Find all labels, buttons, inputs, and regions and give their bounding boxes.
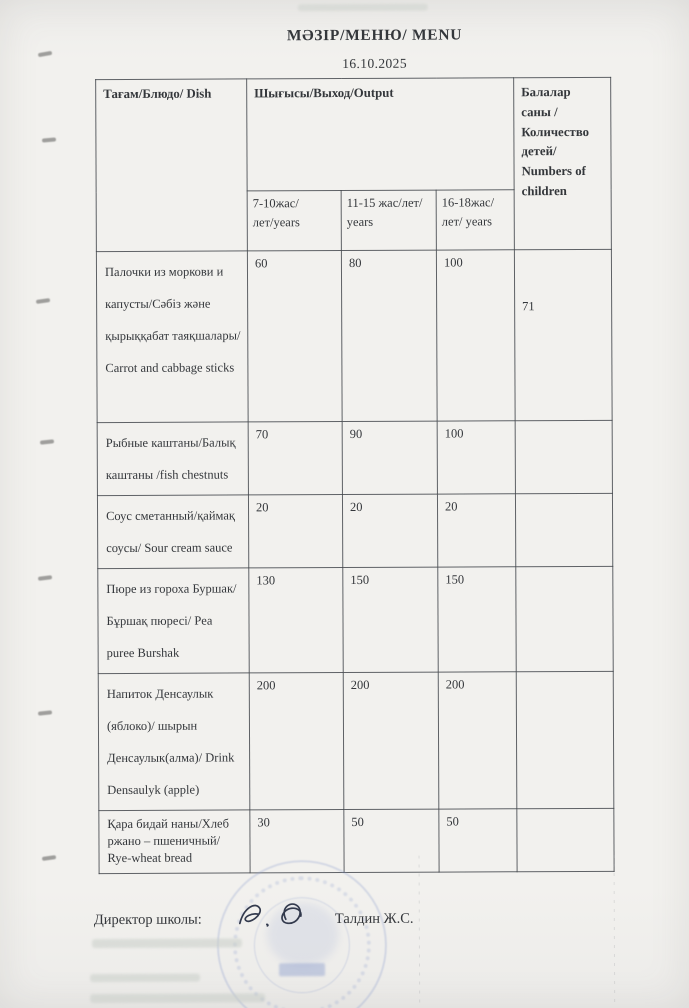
dish-cell: Палочки из моркови и капусты/Сәбіз және қырыққабат таяқшалары/ Carrot and cabbage sticks (96, 251, 248, 423)
menu-table (95, 77, 614, 874)
value-cell: 150 (343, 567, 438, 672)
ghost-column-line (614, 855, 616, 1007)
column-header-children: Балалар саны /Количество детей/ Numbers of children (514, 77, 612, 249)
age-group-header: 11-15 жас/лет/ years (341, 190, 436, 250)
table-header-row (96, 77, 611, 191)
bleedthrough-mark (90, 993, 265, 1003)
page-title: МӘЗІР/МЕНЮ/ MENU (286, 26, 463, 45)
value-cell: 150 (438, 567, 516, 672)
children-count-cell (516, 671, 614, 808)
bleedthrough-mark (298, 4, 428, 12)
value-cell: 20 (342, 494, 437, 567)
dish-cell: Қара бидай наны/Хлеб ржано – пшеничный/ Rye-wheat bread (99, 810, 250, 874)
children-count-cell (515, 493, 612, 566)
dish-cell: Соус сметанный/қаймақ соусы/ Sour cream sauce (97, 495, 248, 569)
value-cell: 20 (248, 495, 342, 568)
value-cell: 60 (247, 251, 342, 422)
ghost-column-line (419, 856, 421, 1008)
table-row (97, 420, 612, 495)
value-cell: 200 (249, 673, 344, 810)
value-cell: 130 (249, 568, 343, 673)
dish-cell: Напиток Денсаулык (яблоко)/ шырын Денсаулык(алма)/ Drink Densaulyk (apple) (98, 673, 250, 811)
children-count-cell: 71 (514, 249, 612, 420)
value-cell: 70 (248, 422, 342, 495)
table-row (96, 249, 612, 422)
age-group-header: 7-10жас/лет/years (247, 191, 341, 251)
table-row (99, 808, 614, 873)
menu-date: 16.10.2025 (342, 55, 407, 72)
value-cell: 20 (437, 494, 515, 567)
children-count-cell (517, 808, 614, 871)
value-cell: 100 (437, 421, 515, 494)
table-row (98, 566, 613, 673)
bleedthrough-mark (92, 938, 242, 948)
age-group-header: 16-18жас/лет/ years (436, 190, 514, 250)
column-header-output: Шығысы/Выход/Output (247, 78, 514, 191)
signature (234, 893, 330, 939)
value-cell: 30 (250, 810, 344, 873)
director-label: Директор школы: (93, 911, 202, 929)
stamp-bottom-bar (279, 963, 325, 976)
children-count-cell (515, 420, 612, 493)
value-cell: 100 (436, 250, 515, 421)
table-row (98, 671, 614, 810)
value-cell: 50 (439, 809, 517, 872)
dish-cell: Пюре из гороха Буршак/Бұршақ пюресі/ Pea puree Burshak (98, 568, 249, 674)
children-count-cell (516, 566, 613, 671)
value-cell: 200 (438, 672, 517, 809)
value-cell: 200 (343, 672, 439, 809)
dish-cell: Рыбные каштаны/Балық каштаны /fish chestnuts (97, 422, 248, 496)
bleedthrough-mark (90, 974, 200, 982)
director-name: Талдин Ж.С. (334, 910, 414, 928)
value-cell: 90 (342, 421, 437, 494)
column-header-dish: Тағам/Блюдо/ Dish (96, 79, 248, 252)
table-row (97, 493, 612, 568)
value-cell: 50 (344, 809, 439, 872)
value-cell: 80 (341, 250, 437, 421)
